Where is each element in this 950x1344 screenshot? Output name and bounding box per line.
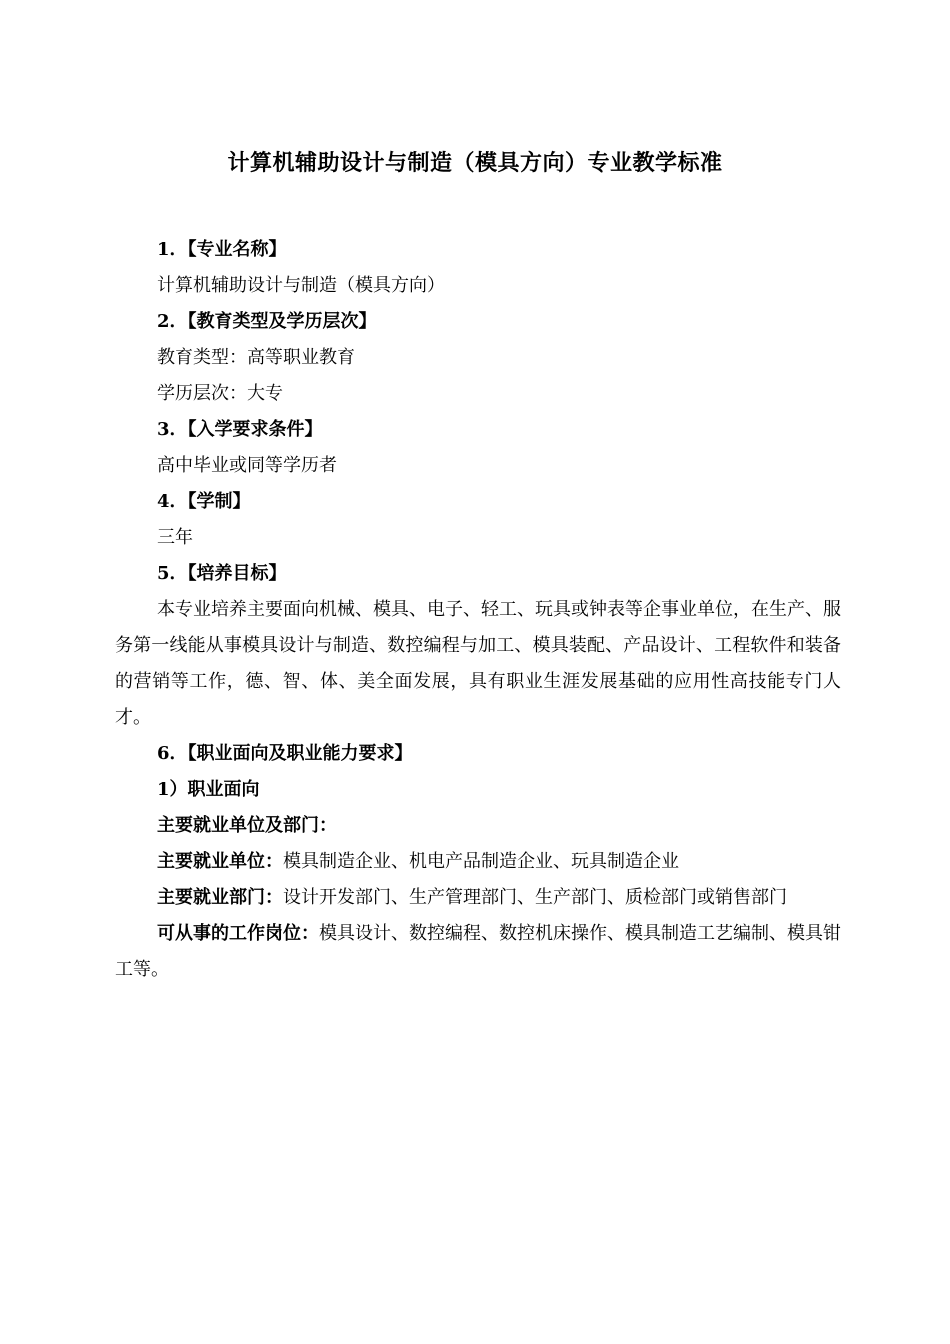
section-3-heading: 3．【入学要求条件】 (157, 419, 323, 440)
section-4-heading: 4．【学制】 (157, 491, 251, 512)
departments-label: 主要就业部门： (157, 887, 283, 908)
units-label: 主要就业单位： (157, 851, 283, 872)
section-6-subheading-career: 1）职业面向 (157, 779, 260, 800)
jobs-label: 可从事的工作岗位： (157, 923, 319, 944)
document-title: 计算机辅助设计与制造（模具方向）专业教学标准 (227, 150, 723, 176)
section-2-education-type: 教育类型：高等职业教育 (157, 347, 355, 368)
section-2-heading: 2．【教育类型及学历层次】 (157, 311, 377, 332)
section-1-body: 计算机辅助设计与制造（模具方向） (157, 275, 445, 296)
section-6-heading: 6．【职业面向及职业能力要求】 (157, 743, 413, 764)
section-6-departments-line (115, 880, 841, 916)
units-value: 模具制造企业、机电产品制造企业、玩具制造企业 (283, 851, 679, 872)
jobs-value: 模具设计、数控编程、数控机床操作、模具制造工艺编制、模具钳工等。 (115, 923, 841, 980)
section-2-education-level: 学历层次：大专 (157, 383, 283, 404)
section-6-jobs-line (115, 916, 841, 988)
section-6-employers-heading: 主要就业单位及部门： (157, 815, 337, 836)
document-body (115, 232, 841, 988)
section-1-heading: 1．【专业名称】 (157, 239, 287, 260)
section-5-body: 本专业培养主要面向机械、模具、电子、轻工、玩具或钟表等企事业单位，在生产、服务第一线能从事模具设计与制造、数控编程与加工、模具装配、产品设计、工程软件和装备的营销等工作，德、智、体、美全面发展，具有职业生涯发展基础的应用性高技能专门人才。 (115, 599, 841, 728)
section-3-body: 高中毕业或同等学历者 (157, 455, 337, 476)
departments-value: 设计开发部门、生产管理部门、生产部门、质检部门或销售部门 (283, 887, 787, 908)
section-5-heading: 5．【培养目标】 (157, 563, 287, 584)
section-6-units-line (115, 844, 841, 880)
section-4-body: 三年 (157, 527, 193, 548)
